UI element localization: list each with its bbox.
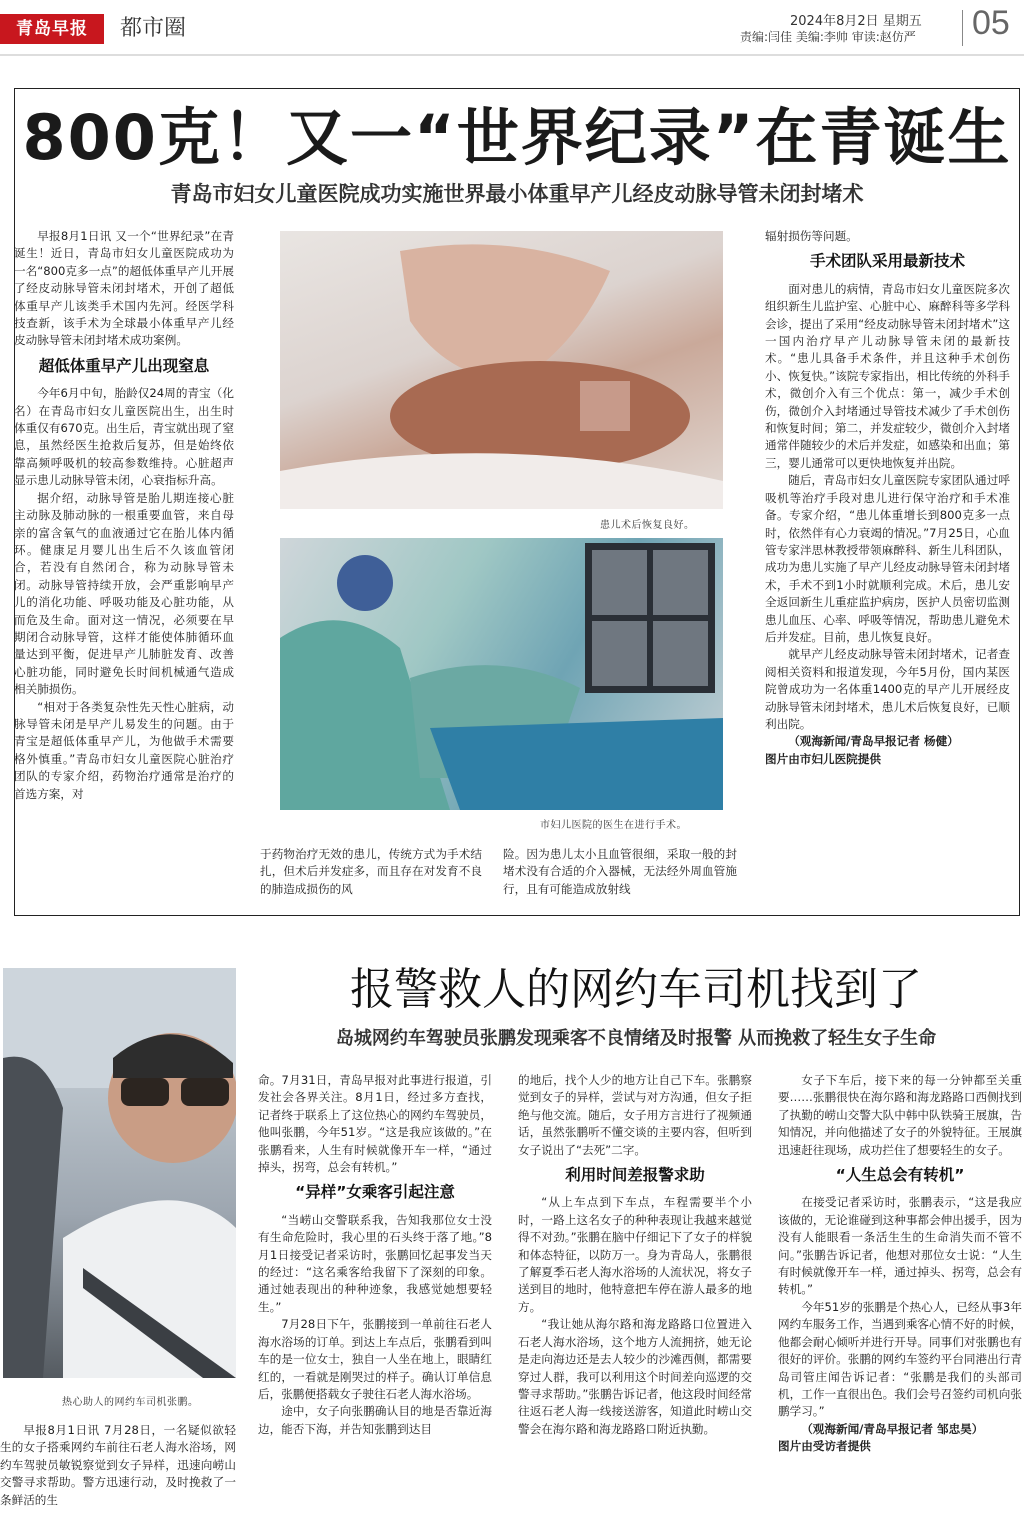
photo-2-caption: 市妇儿医院的医生在进行手术。 xyxy=(540,820,687,831)
paragraph: 据介绍，动脉导管是胎儿期连接心脏主动脉及肺动脉的一根重要血管，来自母亲的富含氧气的血液通过它在胎儿体内循环。健康足月婴儿出生后不久该血管闭合，若没有自然闭合，称为动脉导管未闭。动脉导管持续开放，会严重影响早产儿的消化功能、呼吸功能及心脏功能，从而危及生命。面对这一情况，必须要在早期闭合动脉导管，这样才能使体肺循环血量达到平衡，促进早产儿肺脏发育、改善心脏功能，同时避免长时间机械通气造成相关肺损伤。 xyxy=(14,490,234,697)
paragraph: 就早产儿经皮动脉导管未闭封堵术，记者查阅相关资料和报道发现，今年5月份，国内某医院曾成功为一名体重1400克的早产儿开展经皮动脉导管未闭封堵术，患儿术后恢复良好，已顺利出院。 xyxy=(765,647,1010,731)
newspaper-logo: 青岛早报 xyxy=(0,14,104,44)
surgery-scene-illustration xyxy=(280,538,723,810)
section-heading: 超低体重早产儿出现窒息 xyxy=(38,356,210,375)
paragraph: 今年6月中旬，胎龄仅24周的青宝（化名）在青岛市妇女儿童医院出生，出生时体重仅有670克。出生后，青宝就出现了窒息，虽然经医生抢救后复苏，但是始终依靠高频呼吸机的较高参数维持。心脏超声显示患儿动脉导管未闭，心衰指标升高。 xyxy=(14,386,234,488)
byline: （观海新闻/青岛早报记者 邹忠昊） xyxy=(801,1421,984,1436)
paragraph: 于药物治疗无效的患儿，传统方式为手术结扎，但术后并发症多，而且存在对发育不良的肺造成损伤的风 xyxy=(260,847,482,896)
article-2-column-3 xyxy=(518,1072,752,1528)
paragraph: “我让她从海尔路和海龙路路口位置进入石老人海水浴场，这个地方人流拥挤，她无论是走向海边还是去人较少的沙滩西侧，都需要穿过人群，我可以利用这个时间差向巡逻的交警寻求帮助。”张鹏告诉记者，他这段时间经常往返石老人海一线接送游客，知道此时崂山交警会在海尔路和海龙路路口附近执勤。 xyxy=(518,1317,752,1436)
paragraph: 7月28日下午，张鹏接到一单前往石老人海水浴场的订单。到达上车点后，张鹏看到叫车的是一位女士，独自一人坐在地上，眼睛红红的，一看就是刚哭过的样子。确认订单信息后，张鹏便搭载女子驶往石老人海水浴场。 xyxy=(258,1317,492,1401)
paragraph: “从上车点到下车点，车程需要半个小时，一路上这名女子的种种表现让我越来越觉得不对劲。”张鹏在脑中仔细记下了女子的样貌和体态特征，以防万一。身为青岛人，张鹏很了解夏季石老人海水浴场的人流状况，将女子送到目的地时，他特意把车停在游人最多的地方。 xyxy=(518,1195,752,1314)
paragraph: 女子下车后，接下来的每一分钟都至关重要……张鹏很快在海尔路和海龙路路口西侧找到了执勤的崂山交警大队中韩中队铁骑王展旗，告知情况，并向他描述了女子的外貌特征。王展旗迅速赶往现场，成功拦住了想要轻生的女子。 xyxy=(778,1073,1022,1157)
header-divider xyxy=(962,10,963,46)
driver-selfie-illustration xyxy=(3,968,236,1378)
infant-hand-illustration xyxy=(280,231,723,509)
photo-1-caption: 患儿术后恢复良好。 xyxy=(600,520,695,531)
byline: （观海新闻/青岛早报记者 杨健） xyxy=(788,734,959,749)
section-heading: “人生总会有转机” xyxy=(835,1166,965,1185)
section-heading: 利用时间差报警求助 xyxy=(565,1166,705,1185)
surgery-photo xyxy=(280,538,723,810)
premature-infant-photo xyxy=(280,231,723,509)
article-2-subheadline: 岛城网约车驾驶员张鹏发现乘客不良情绪及时报警 从而挽救了轻生女子生命 xyxy=(335,1028,937,1049)
article-2-column-2 xyxy=(258,1072,492,1528)
paragraph: 面对患儿的病情，青岛市妇女儿童医院多次组织新生儿监护室、心脏中心、麻醉科等多学科会诊，提出了采用“经皮动脉导管未闭封堵术”这一国内治疗早产儿动脉导管未闭的最新技术。“患儿具备手术条件，并且这种手术创伤小、恢复快。”该院专家指出，相比传统的外科手术，微创介入有三个优点：第一，减少手术创伤，微创介入封堵通过导管技术减少了手术创伤和恢复时间；第二，并发症较少，微创介入封堵通常伴随较少的术后并发症，如感染和出血；第三，婴儿通常可以更快地恢复并出院。 xyxy=(765,281,1010,470)
paragraph: 途中，女子向张鹏确认目的地是否靠近海边，能否下海，并告知张鹏到达目 xyxy=(258,1404,492,1436)
section-heading: 手术团队采用最新技术 xyxy=(809,252,965,271)
photo-credit: 图片由市妇儿医院提供 xyxy=(765,751,881,766)
paragraph: 险。因为患儿太小且血管很细，采取一般的封堵术没有合适的介入器械，无法经外周血管施行，且有可能造成放射线 xyxy=(503,847,737,896)
driver-photo-caption: 热心助人的网约车司机张鹏。 xyxy=(62,1397,199,1408)
paragraph: 辐射损伤等问题。 xyxy=(765,229,858,243)
lead-paragraph: 早报8月1日讯 又一个“世界纪录”在青诞生！近日，青岛市妇女儿童医院成功为一名“800克多一点”的超低体重早产儿开展了经皮动脉导管未闭封堵术，开创了超低体重早产儿该类手术国内先河。经医学科技查新，该手术为全球最小体重早产儿经皮动脉导管未闭封堵术成功案例。 xyxy=(14,229,234,348)
article-1-column-4 xyxy=(765,228,1010,910)
paragraph: 随后，青岛市妇女儿童医院专家团队通过呼吸机等治疗手段对患儿进行保守治疗和手术准备。专家介绍，“患儿体重增长到800克多一点时，依然伴有心力衰竭的情况。”7月25日，心血管专家泮思林教授带领麻醉科、新生儿科团队，成功为患儿实施了早产儿经皮动脉导管未闭封堵术，手术不到1小时就顺利完成。术后，患儿安全返回新生儿重症监护病房，医护人员密切监测患儿血压、心率、呼吸等情况，帮助患儿避免术后并发症。目前，患儿恢复良好。 xyxy=(765,473,1010,644)
paragraph: 今年51岁的张鹏是个热心人，已经从事3年网约车服务工作，当遇到乘客心情不好的时候，他都会耐心倾听并进行开导。同事们对张鹏也有很好的评价。张鹏的网约车签约平台同港出行青岛司管庄闻告诉记者：“张鹏是我们的头部司机，工作一直很出色。我们会号召签约司机向张鹏学习。” xyxy=(778,1299,1022,1419)
paragraph: 命。7月31日，青岛早报对此事进行报道，引发社会各界关注。8月1日，经过多方查找，记者终于联系上了这位热心的网约车驾驶员，他叫张鹏，今年51岁。“这是我应该做的。”在张鹏看来，人生有时候就像开车一样，“通过掉头，拐弯，总会有转机。” xyxy=(258,1073,492,1175)
header-rule xyxy=(0,54,1024,56)
article-1-subheadline: 青岛市妇女儿童医院成功实施世界最小体重早产儿经皮动脉导管未闭封堵术 xyxy=(170,182,864,206)
article-2-column-1 xyxy=(0,1422,236,1526)
driver-portrait-photo xyxy=(3,968,236,1378)
section-heading: “异样”女乘客引起注意 xyxy=(295,1183,455,1202)
article-1-headline: 800克！又一“世界纪录”在青诞生 xyxy=(22,101,1012,174)
article-2-column-4 xyxy=(778,1072,1022,1528)
section-name: 都市圈 xyxy=(120,16,187,41)
paragraph: 在接受记者采访时，张鹏表示，“这是我应该做的，无论谁碰到这种事都会伸出援手，因为没有人能眼看一条活生生的生命消失而不管不问。”张鹏告诉记者，他想对那位女士说：“人生有时候就像开车一样，通过掉头、拐弯，总会有转机。” xyxy=(778,1195,1022,1297)
article-1-column-1 xyxy=(14,228,234,908)
lead-paragraph: 早报8月1日讯 7月28日，一名疑似欲轻生的女子搭乘网约车前往石老人海水浴场，网约车驾驶员敏锐察觉到女子异样，迅速向崂山交警寻求帮助。警方迅速行动，及时挽救了一条鲜活的生 xyxy=(0,1423,236,1507)
issue-date: 2024年8月2日 星期五 xyxy=(790,14,922,29)
article-1-column-3 xyxy=(503,846,737,908)
paragraph: “相对于各类复杂性先天性心脏病，动脉导管未闭是早产儿易发生的问题。由于青宝是超低体重早产儿，为他做手术需要格外慎重。”青岛市妇女儿童医院心脏治疗团队的专家介绍，药物治疗通常是治疗的首选方案，对 xyxy=(14,699,234,801)
paragraph: 的地后，找个人少的地方让自己下车。张鹏察觉到女子的异样，尝试与对方沟通，但女子拒绝与他交流。随后，女子用方言进行了视频通话，虽然张鹏听不懂交谈的主要内容，但听到女子说出了“去死”二字。 xyxy=(518,1073,752,1157)
article-1-column-2 xyxy=(260,846,482,908)
article-2-headline: 报警救人的网约车司机找到了 xyxy=(350,964,922,1015)
paragraph: “当崂山交警联系我，告知我那位女士没有生命危险时，我心里的石头终于落了地。”8月1日接受记者采访时，张鹏回忆起事发当天的经过：“这名乘客给我留下了深刻的印象。通过她表现出的种种迹象，我感觉她想要轻生。” xyxy=(258,1212,492,1314)
photo-credit: 图片由受访者提供 xyxy=(778,1439,871,1454)
editor-credits: 责编:闫佳 美编:李帅 审读:赵仿严 xyxy=(740,30,916,44)
page-number: 05 xyxy=(972,4,1010,42)
